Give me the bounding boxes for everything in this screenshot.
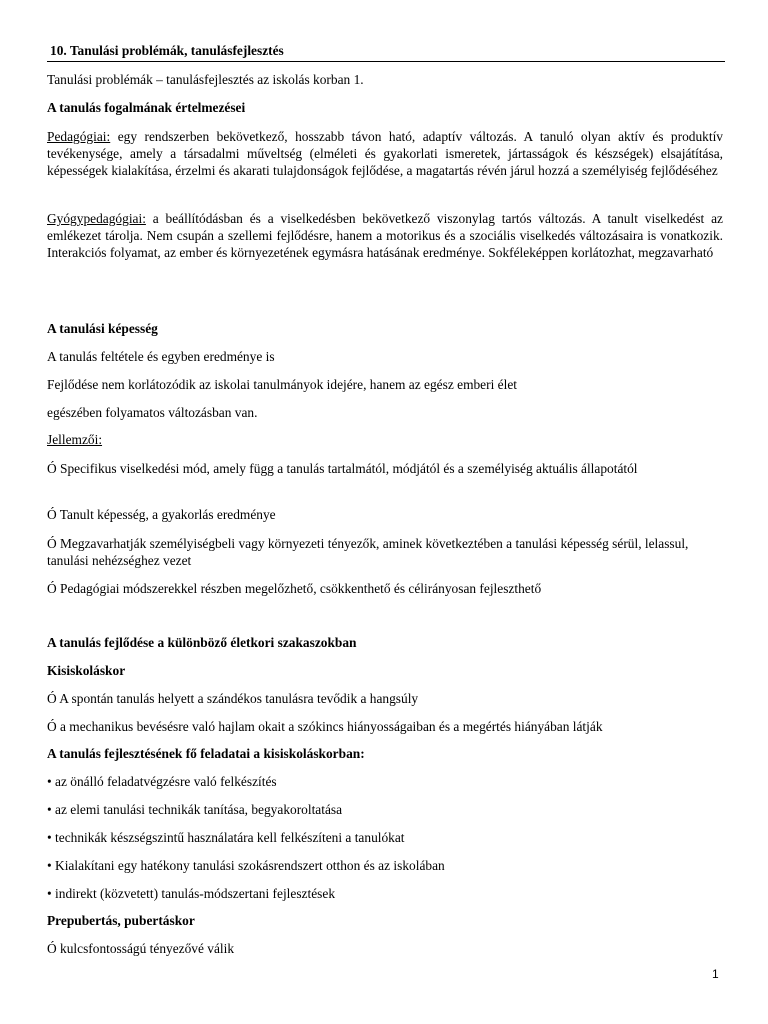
kepesseg-line-2: Fejlődése nem korlátozódik az iskolai tanulmányok idejére, hanem az egész emberi élet xyxy=(47,377,517,392)
feladat-item-2: • az elemi tanulási technikák tanítása, begyakoroltatása xyxy=(47,802,343,817)
section-title: 10. Tanulási problémák, tanulásfejlesztés xyxy=(47,42,725,62)
text-gyogypedagogiai: a beállítódásban és a viselkedésben bekövetkező viszonylag tartós változás. A tanult viselkedést az emlékezet tárolja. Nem csupán a szellemi fejlődésre, hanem a motorikus és a szociális viselkedés változásaira is vonatkozik. Interakciós folyamat, az ember és környezetének egymásra hatásának eredménye. Sokféleképpen korlátozhat, megzavarható xyxy=(47,211,723,260)
heading-kisiskolaskor: Kisiskoláskor xyxy=(47,663,126,678)
feladat-item-3: • technikák készségszintű használatára kell felkészíteni a tanulókat xyxy=(47,830,405,845)
heading-pubertas: Prepubertás, pubertáskor xyxy=(47,913,195,928)
jellemzo-item-4: Ó Pedagógiai módszerekkel részben megelőzhető, csökkenthető és célirányosan fejleszthető xyxy=(47,581,542,596)
heading-fogalom: A tanulás fogalmának értelmezései xyxy=(47,100,246,115)
kisiskola-item-2: Ó a mechanikus bevésésre való hajlam okait a szókincs hiányosságaiban és a megértés hiányában látják xyxy=(47,719,603,734)
label-pedagogiai: Pedagógiai: xyxy=(47,129,111,144)
jellemzoi-label: Jellemzői: xyxy=(47,432,103,447)
paragraph-gyogypedagogiai xyxy=(47,210,723,261)
feladat-item-5: • indirekt (közvetett) tanulás-módszertani fejlesztések xyxy=(47,886,336,901)
text-pedagogiai: egy rendszerben bekövetkező, hosszabb távon ható, adaptív változás. A tanuló olyan aktív és produktív tevékenysége, amely a társadalmi műveltség (elméleti és gyakorlati ismeretek, jártasságok és készségek) elsajátítása, képességek kialakítása, érzelmi és akarati tulajdonságok fejlődése, a magatartás révén járul hozzá a személyiség fejlődéséhez xyxy=(47,129,723,178)
paragraph-pedagogiai xyxy=(47,128,723,179)
kisiskola-item-1: Ó A spontán tanulás helyett a szándékos tanulásra tevődik a hangsúly xyxy=(47,691,419,706)
jellemzo-item-1: Ó Specifikus viselkedési mód, amely függ a tanulás tartalmától, módjától és a személyiség aktuális állapotától xyxy=(47,461,638,476)
heading-kepesseg: A tanulási képesség xyxy=(47,321,158,336)
heading-fejlodes: A tanulás fejlődése a különböző életkori szakaszokban xyxy=(47,635,357,650)
jellemzo-item-3: Ó Megzavarhatják személyiségbeli vagy környezeti tényezők, aminek következtében a tanulási képesség sérül, lelassul, tanulási nehézséghez vezet xyxy=(47,536,689,568)
subtitle: Tanulási problémák – tanulásfejlesztés az iskolás korban 1. xyxy=(47,72,364,87)
heading-feladatai: A tanulás fejlesztésének fő feladatai a kisiskoláskorban: xyxy=(47,746,365,761)
kepesseg-line-1: A tanulás feltétele és egyben eredménye is xyxy=(47,349,275,364)
kepesseg-line-3: egészében folyamatos változásban van. xyxy=(47,405,258,420)
feladat-item-1: • az önálló feladatvégzésre való felkészítés xyxy=(47,774,277,789)
feladat-item-4: • Kialakítani egy hatékony tanulási szokásrendszert otthon és az iskolában xyxy=(47,858,445,873)
page-number: 1 xyxy=(712,967,719,981)
pubertas-item-1: Ó kulcsfontosságú tényezővé válik xyxy=(47,941,235,956)
jellemzo-item-2: Ó Tanult képesség, a gyakorlás eredménye xyxy=(47,507,276,522)
label-gyogypedagogiai: Gyógypedagógiai: xyxy=(47,211,146,226)
